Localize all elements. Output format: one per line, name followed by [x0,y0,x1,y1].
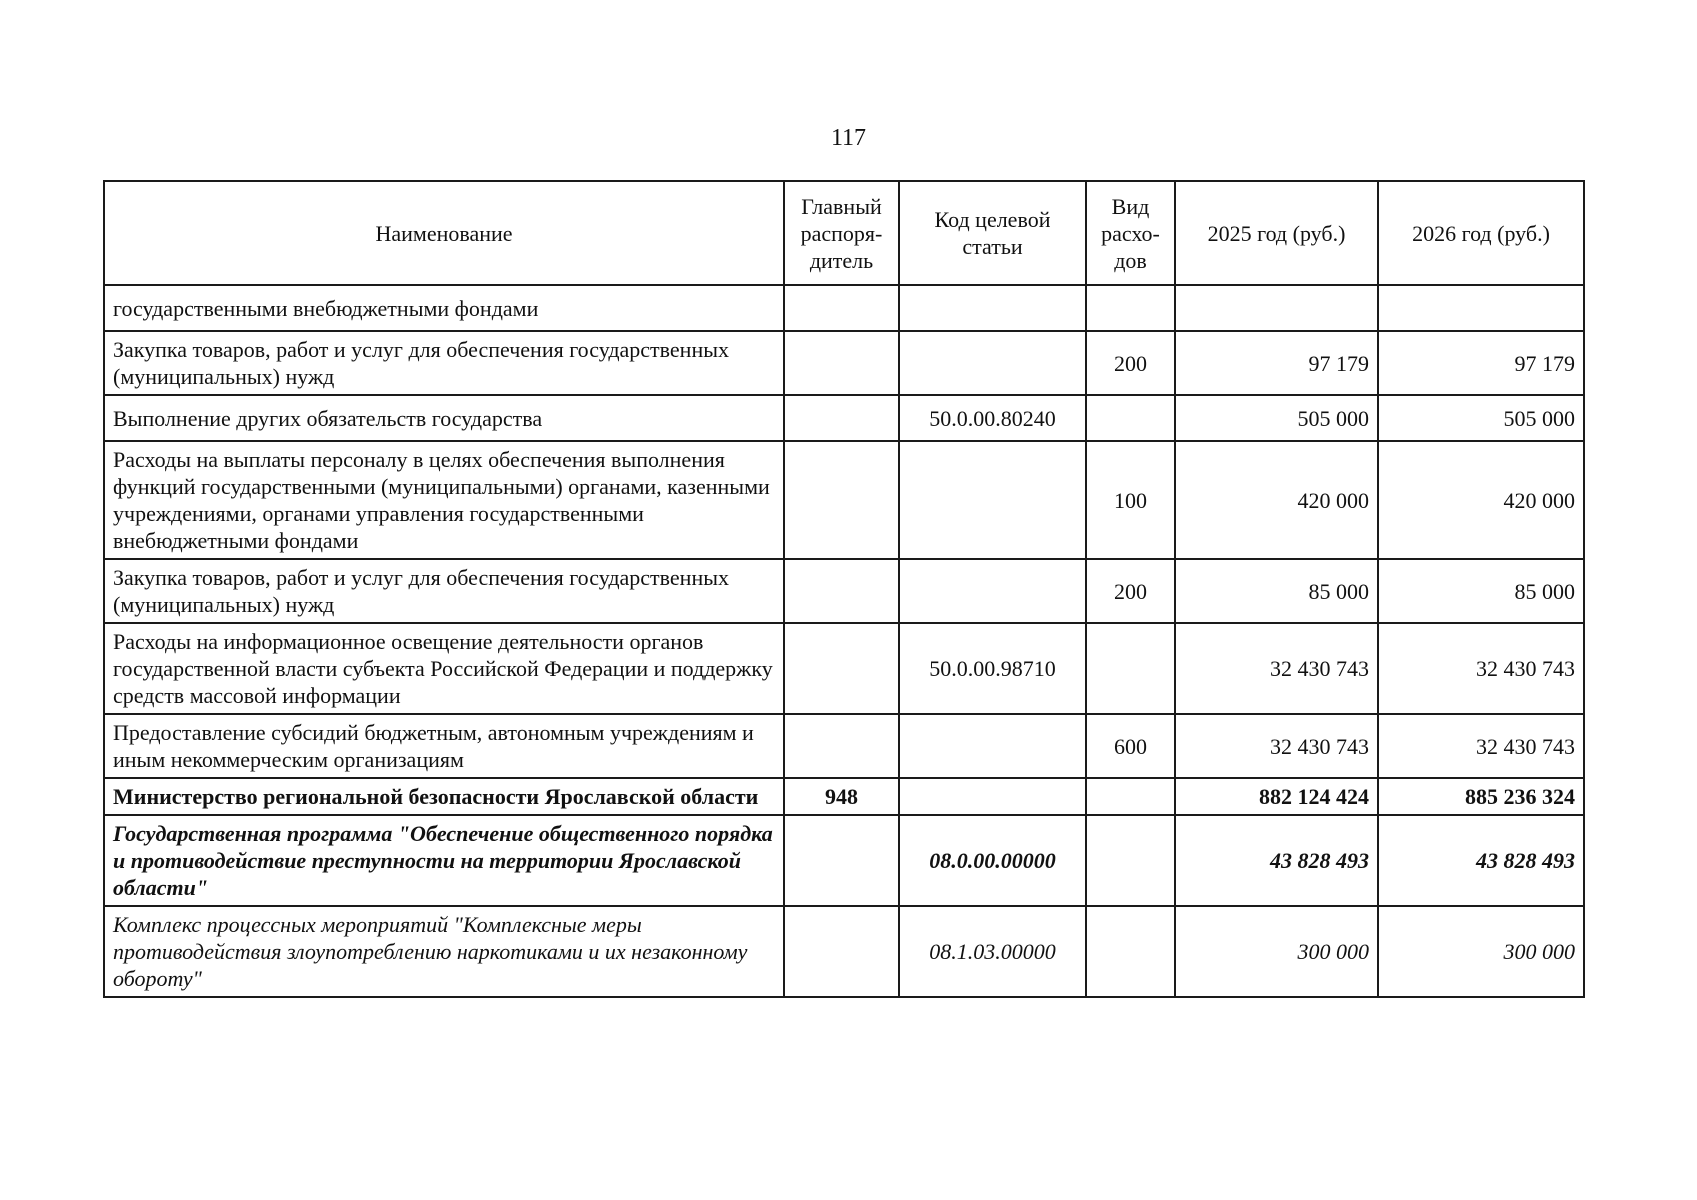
row-code: 50.0.00.80240 [899,395,1086,441]
row-manager [784,441,899,559]
row-amount-2026: 97 179 [1378,331,1584,395]
row-amount-2026: 300 000 [1378,906,1584,997]
row-manager [784,815,899,906]
row-amount-2026: 32 430 743 [1378,623,1584,714]
row-name: Комплекс процессных мероприятий "Комплексные меры противодействия злоупотреблению наркотиками и их незаконному обороту" [104,906,784,997]
row-amount-2025: 85 000 [1175,559,1378,623]
row-manager: 948 [784,778,899,815]
row-amount-2026: 85 000 [1378,559,1584,623]
row-amount-2025: 420 000 [1175,441,1378,559]
row-name: Выполнение других обязательств государства [104,395,784,441]
row-type: 600 [1086,714,1175,778]
row-name: Расходы на информационное освещение деятельности органов государственной власти субъекта Российской Федерации и поддержку средств массовой информации [104,623,784,714]
row-manager [784,623,899,714]
row-amount-2025: 300 000 [1175,906,1378,997]
row-amount-2026: 505 000 [1378,395,1584,441]
table-header-row [104,181,1584,285]
header-code: Код целевой статьи [899,181,1086,285]
row-name: Предоставление субсидий бюджетным, автономным учреждениям и иным некоммерческим организациям [104,714,784,778]
table-row [104,623,1584,714]
row-manager [784,906,899,997]
header-year-2026: 2026 год (руб.) [1378,181,1584,285]
row-manager [784,559,899,623]
row-type: 100 [1086,441,1175,559]
row-code [899,441,1086,559]
header-year-2025: 2025 год (руб.) [1175,181,1378,285]
row-type: 200 [1086,559,1175,623]
row-amount-2025: 32 430 743 [1175,623,1378,714]
row-type [1086,623,1175,714]
row-name: Государственная программа "Обеспечение общественного порядка и противодействие преступности на территории Ярославской области" [104,815,784,906]
row-type [1086,395,1175,441]
header-manager: Главный распоря-дитель [784,181,899,285]
row-manager [784,331,899,395]
row-type [1086,815,1175,906]
row-code [899,778,1086,815]
table-row [104,559,1584,623]
header-name: Наименование [104,181,784,285]
row-manager [784,714,899,778]
table-row [104,395,1584,441]
row-name: Расходы на выплаты персоналу в целях обеспечения выполнения функций государственными (муниципальными) органами, казенными учреждениями, органами управления государственными внебюджетными фондами [104,441,784,559]
row-code [899,714,1086,778]
row-manager [784,285,899,331]
table-row-complex [104,906,1584,997]
row-code [899,559,1086,623]
row-type [1086,906,1175,997]
row-type [1086,778,1175,815]
row-amount-2025: 32 430 743 [1175,714,1378,778]
row-amount-2026: 32 430 743 [1378,714,1584,778]
table-row [104,714,1584,778]
row-name: Закупка товаров, работ и услуг для обеспечения государственных (муниципальных) нужд [104,331,784,395]
row-amount-2025: 882 124 424 [1175,778,1378,815]
table-row [104,441,1584,559]
row-code: 08.0.00.00000 [899,815,1086,906]
row-code [899,331,1086,395]
row-amount-2025 [1175,285,1378,331]
row-type: 200 [1086,331,1175,395]
row-type [1086,285,1175,331]
row-amount-2026: 43 828 493 [1378,815,1584,906]
budget-table [103,180,1585,998]
table-row [104,331,1584,395]
row-amount-2026 [1378,285,1584,331]
row-amount-2025: 97 179 [1175,331,1378,395]
row-amount-2026: 885 236 324 [1378,778,1584,815]
row-code [899,285,1086,331]
row-manager [784,395,899,441]
row-code: 50.0.00.98710 [899,623,1086,714]
row-code: 08.1.03.00000 [899,906,1086,997]
row-amount-2025: 505 000 [1175,395,1378,441]
header-type: Вид расхо-дов [1086,181,1175,285]
row-amount-2025: 43 828 493 [1175,815,1378,906]
table-row-ministry [104,778,1584,815]
row-amount-2026: 420 000 [1378,441,1584,559]
row-name: Министерство региональной безопасности Ярославской области [104,778,784,815]
row-name: Закупка товаров, работ и услуг для обеспечения государственных (муниципальных) нужд [104,559,784,623]
table-row [104,285,1584,331]
table-row-program [104,815,1584,906]
row-name: государственными внебюджетными фондами [104,285,784,331]
page-number: 117 [830,125,867,151]
